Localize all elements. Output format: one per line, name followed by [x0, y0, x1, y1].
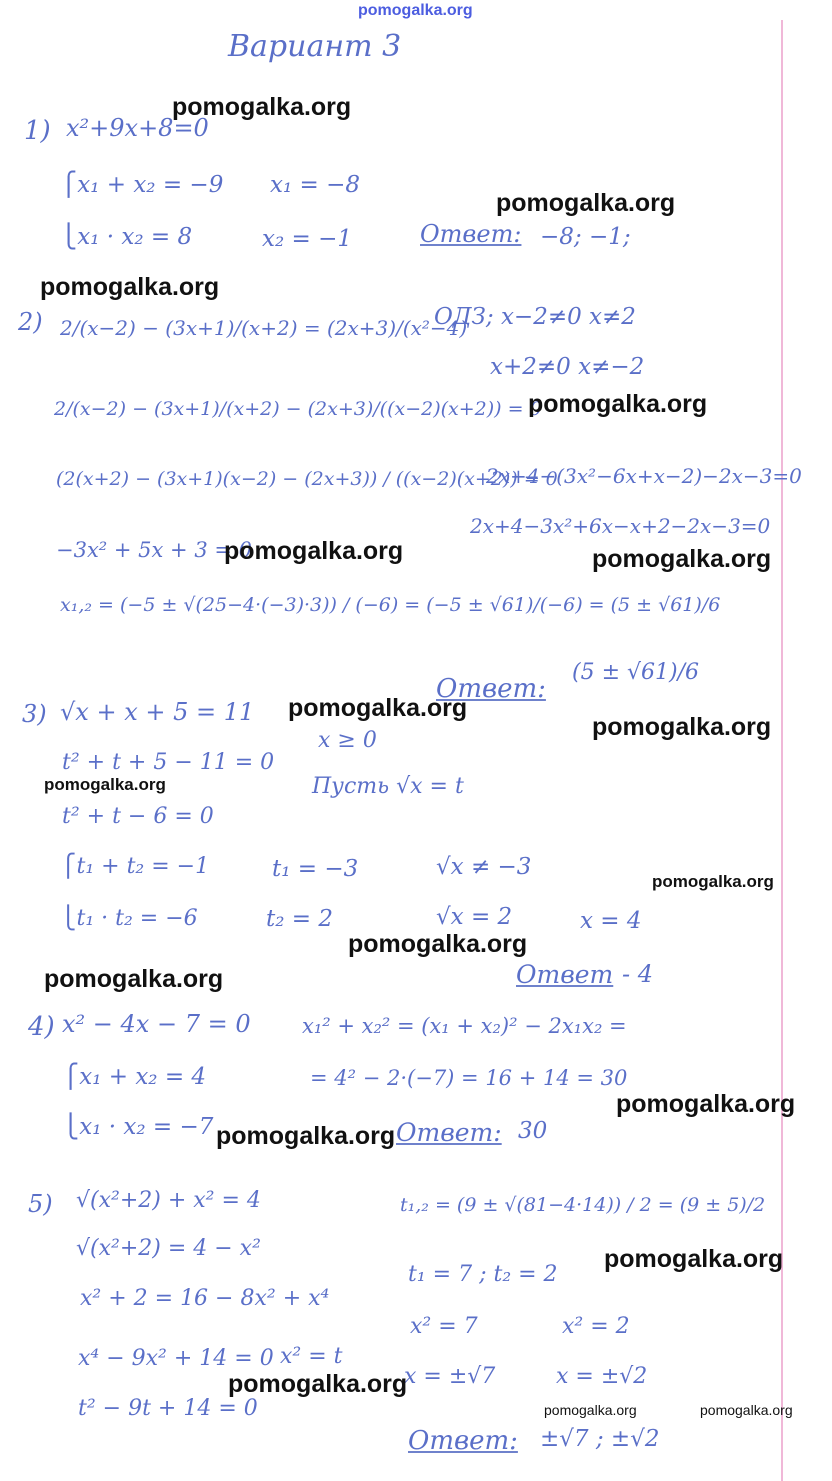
- watermark[interactable]: pomogalka.org: [700, 1402, 793, 1418]
- problem-3-substitution: Пусть √x = t: [312, 774, 464, 799]
- problem-1-answer: −8; −1;: [540, 224, 631, 250]
- watermark[interactable]: pomogalka.org: [228, 1370, 408, 1398]
- problem-2-step-5: −3x² + 5x + 3 = 0: [56, 538, 252, 562]
- problem-5-number: 5): [28, 1190, 53, 1218]
- problem-4-result: = 4² − 2·(−7) = 16 + 14 = 30: [310, 1066, 628, 1090]
- problem-3-root-1: t₁ = −3: [272, 856, 359, 882]
- watermark[interactable]: pomogalka.org: [224, 537, 404, 565]
- problem-2-answer: (5 ± √61)/6: [572, 660, 700, 685]
- watermark[interactable]: pomogalka.org: [288, 694, 468, 722]
- watermark[interactable]: pomogalka.org: [592, 545, 772, 573]
- problem-2-domain-1: ОДЗ; x−2≠0 x≠2: [434, 304, 636, 330]
- problem-5-step-3: x⁴ − 9x² + 14 = 0: [78, 1346, 274, 1371]
- problem-5-substitution: x² = t: [280, 1344, 343, 1369]
- problem-3-step-2: t² + t − 6 = 0: [62, 804, 214, 829]
- problem-5-answer: ±√7 ; ±√2: [540, 1426, 660, 1452]
- problem-1-equation: x²+9x+8=0: [66, 114, 209, 142]
- problem-4-equation: x² − 4x − 7 = 0: [62, 1010, 251, 1038]
- problem-4-system-sum: ⎧x₁ + x₂ = 4: [62, 1064, 207, 1090]
- problem-2-step-2: (2(x+2) − (3x+1)(x−2) − (2x+3)) / ((x−2)(x+2)) = 0: [56, 468, 558, 490]
- watermark[interactable]: pomogalka.org: [348, 930, 528, 958]
- problem-1-system-sum: ⎧x₁ + x₂ = −9: [60, 172, 224, 198]
- problem-5-x-2: x = ±√2: [556, 1364, 648, 1389]
- problem-2-step-4: 2x+4−3x²+6x−x+2−2x−3=0: [470, 514, 771, 538]
- watermark[interactable]: pomogalka.org: [40, 273, 220, 301]
- problem-2-roots: x₁,₂ = (−5 ± √(25−4·(−3)·3)) / (−6) = (−5 ± √61)/(−6) = (5 ± √61)/6: [60, 594, 721, 616]
- watermark[interactable]: pomogalka.org: [496, 189, 676, 217]
- problem-2-number: 2): [18, 308, 43, 336]
- problem-4-answer: 30: [518, 1118, 548, 1144]
- watermark[interactable]: pomogalka.org: [616, 1090, 796, 1118]
- problem-5-answer-label: Ответ:: [408, 1426, 518, 1456]
- problem-5-roots: t₁,₂ = (9 ± √(81−4·14)) / 2 = (9 ± 5)/2: [400, 1194, 766, 1216]
- problem-1-root-2: x₂ = −1: [262, 226, 352, 252]
- site-watermark[interactable]: pomogalka.org: [358, 2, 473, 19]
- problem-3-equation: √x + x + 5 = 11: [60, 698, 255, 726]
- watermark[interactable]: pomogalka.org: [544, 1402, 637, 1418]
- problem-5-x-squared-1: x² = 7: [410, 1314, 478, 1339]
- problem-1-system-product: ⎩x₁ · x₂ = 8: [60, 224, 193, 250]
- problem-2-equation: 2/(x−2) − (3x+1)/(x+2) = (2x+3)/(x²−4): [60, 316, 468, 340]
- watermark[interactable]: pomogalka.org: [592, 713, 772, 741]
- problem-1-answer-label: Ответ:: [420, 220, 522, 248]
- problem-4-identity: x₁² + x₂² = (x₁ + x₂)² − 2x₁x₂ =: [302, 1014, 627, 1038]
- problem-3-number: 3): [22, 700, 47, 728]
- watermark[interactable]: pomogalka.org: [604, 1245, 784, 1273]
- watermark[interactable]: pomogalka.org: [528, 390, 708, 418]
- problem-3-root-2: t₂ = 2: [266, 906, 333, 932]
- problem-4-answer-label: Ответ:: [396, 1118, 502, 1147]
- watermark[interactable]: pomogalka.org: [44, 775, 166, 794]
- problem-5-step-1: √(x²+2) = 4 − x²: [76, 1236, 261, 1261]
- problem-3-system-sum: ⎧t₁ + t₂ = −1: [60, 854, 210, 879]
- problem-3-system-product: ⎩t₁ · t₂ = −6: [60, 906, 198, 931]
- problem-3-reject: √x ≠ −3: [436, 854, 532, 880]
- problem-3-answer-label: Ответ: [516, 960, 614, 989]
- problem-2-step-3: 2x+4−(3x²−6x+x−2)−2x−3=0: [486, 464, 802, 488]
- watermark[interactable]: pomogalka.org: [44, 965, 224, 993]
- watermark[interactable]: pomogalka.org: [216, 1122, 396, 1150]
- problem-1-number: 1): [24, 116, 51, 146]
- problem-3-domain: x ≥ 0: [318, 728, 377, 753]
- problem-5-t-values: t₁ = 7 ; t₂ = 2: [408, 1262, 558, 1287]
- problem-2-step-1: 2/(x−2) − (3x+1)/(x+2) − (2x+3)/((x−2)(x+2)) = 0: [54, 398, 542, 420]
- problem-2-answer-label: Ответ:: [436, 674, 546, 704]
- watermark[interactable]: pomogalka.org: [652, 872, 774, 891]
- problem-3-step-1: t² + t + 5 − 11 = 0: [62, 750, 275, 775]
- problem-5-x-squared-2: x² = 2: [562, 1314, 630, 1339]
- problem-4-number: 4): [28, 1012, 55, 1042]
- problem-5-x-1: x = ±√7: [404, 1364, 496, 1389]
- page-title: Вариант 3: [228, 29, 402, 64]
- problem-3-answer: - 4: [622, 960, 654, 988]
- problem-1-root-1: x₁ = −8: [270, 172, 360, 198]
- problem-3-solution: x = 4: [580, 908, 642, 934]
- problem-5-equation: √(x²+2) + x² = 4: [76, 1188, 261, 1213]
- problem-5-step-2: x² + 2 = 16 − 8x² + x⁴: [80, 1286, 330, 1311]
- problem-2-domain-2: x+2≠0 x≠−2: [490, 354, 645, 380]
- problem-4-system-product: ⎩x₁ · x₂ = −7: [62, 1114, 214, 1140]
- watermark[interactable]: pomogalka.org: [172, 93, 352, 121]
- problem-3-accept: √x = 2: [436, 904, 513, 930]
- problem-5-step-4: t² − 9t + 14 = 0: [78, 1396, 258, 1421]
